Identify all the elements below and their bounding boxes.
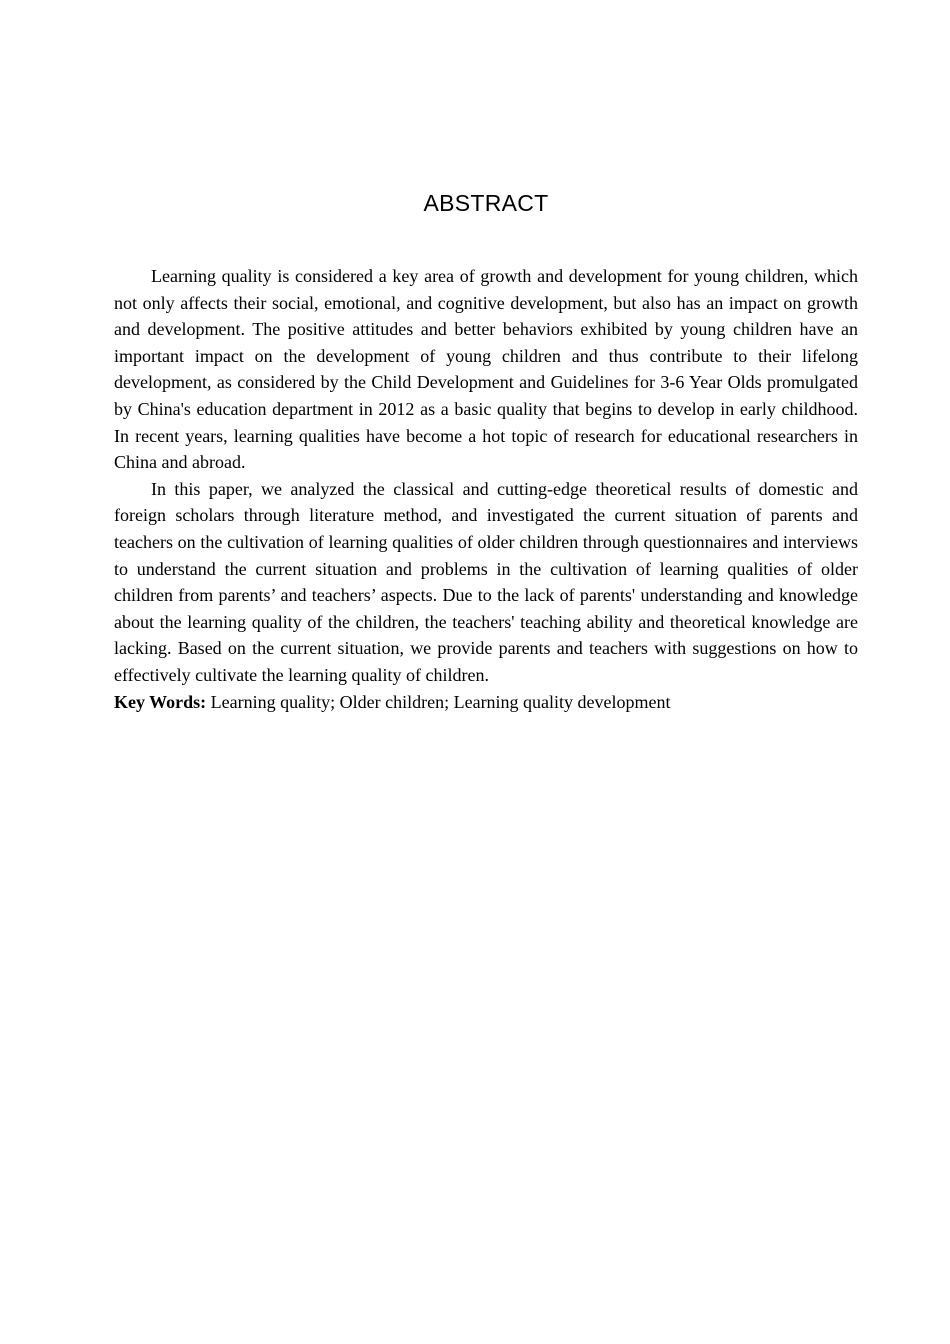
abstract-title: ABSTRACT [423,190,549,216]
abstract-body [114,263,858,715]
abstract-paragraph-2: In this paper, we analyzed the classical and cutting-edge theoretical results of domestic and foreign scholars through literature method, and investigated the current situation of parents and teachers on the cultivation of learning qualities of older children through questionnaires and interviews to understand the current situation and problems in the cultivation of learning qualities of older children from parents’ and teachers’ aspects. Due to the lack of parents' understanding and knowledge about the learning quality of the children, the teachers' teaching ability and theoretical knowledge are lacking. Based on the current situation, we provide parents and teachers with suggestions on how to effectively cultivate the learning quality of children. [114,478,858,685]
keywords-text: Learning quality; Older children; Learning quality development [206,691,671,712]
abstract-paragraph-1: Learning quality is considered a key area of growth and development for young children, which not only affects their social, emotional, and cognitive development, but also has an impact on growth and development. The positive attitudes and better behaviors exhibited by young children have an important impact on the development of young children and thus contribute to their lifelong development, as considered by the Child Development and Guidelines for 3-6 Year Olds promulgated by China's education department in 2012 as a basic quality that begins to develop in early childhood. In recent years, learning qualities have become a hot topic of research for educational researchers in China and abroad. [114,266,858,473]
keywords-line [114,689,858,716]
keywords-label: Key Words: [114,691,207,712]
